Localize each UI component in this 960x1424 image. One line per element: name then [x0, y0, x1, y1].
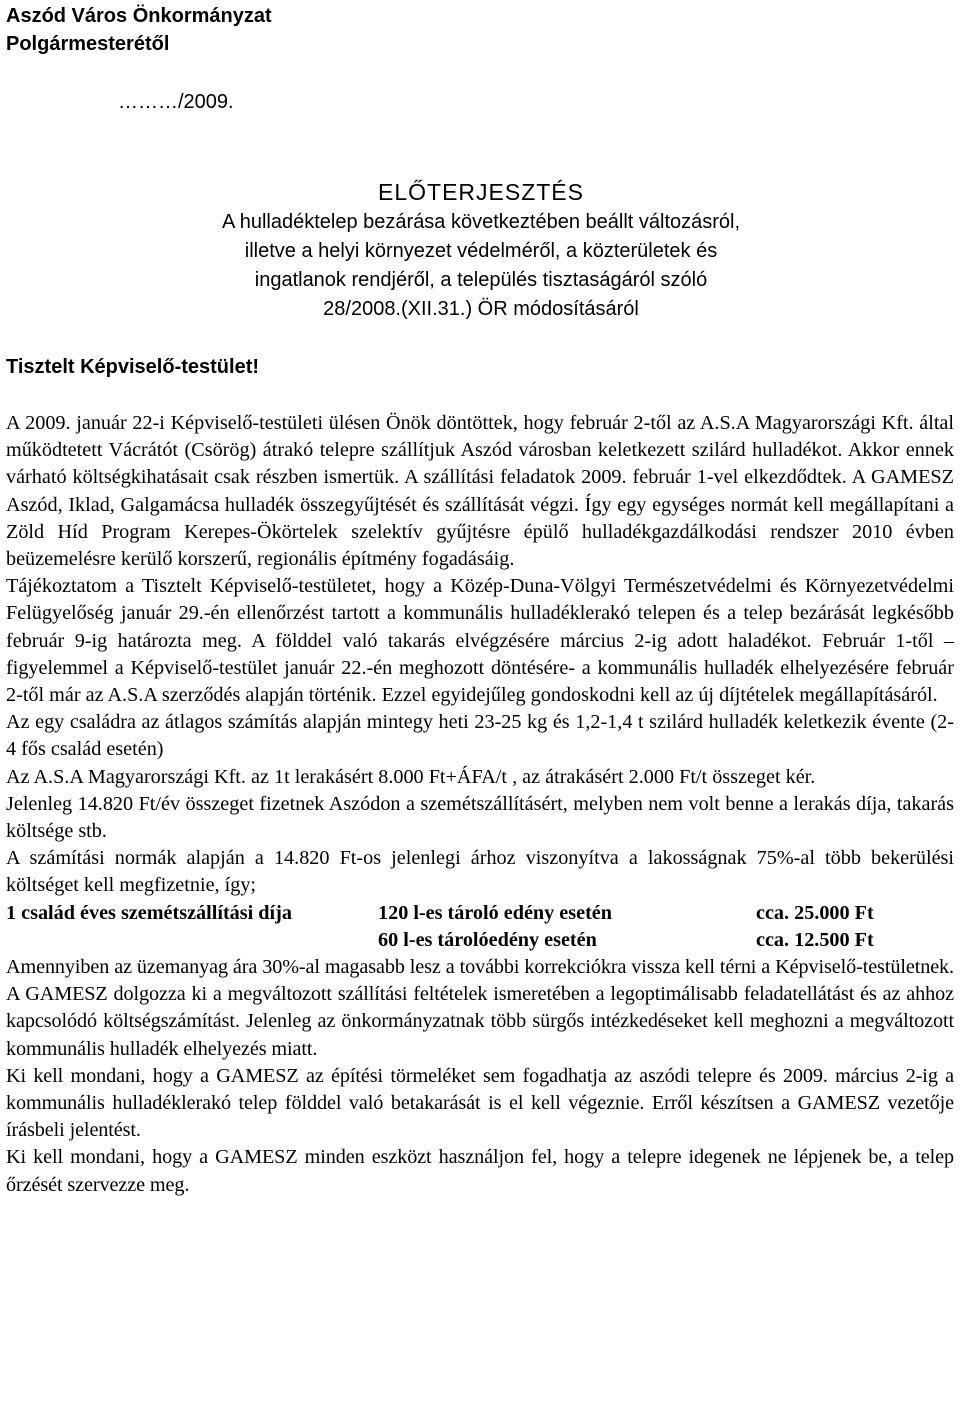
paragraph-5: Jelenleg 14.820 Ft/év összeget fizetnek Aszódon a szemétszállításért, melyben nem volt benne a lerakás díja, takarás költsége stb. — [6, 792, 954, 843]
closing-paragraph-1: Amennyiben az üzemanyag ára 30%-al magasabb lesz a további korrekciókra vissza kell térni a Képviselő-testületnek. A GAMESZ dolgozza ki a megváltozott szállítási feltételek ismeretében a legoptimálisabb feladatellátást és az ahhoz kapcsolódó költségszámítást. Jelenleg az önkormányzatnak több sürgős intézkedéseket kell meghozni a megváltozott kommunális hulladék elhelyezés miatt. — [6, 956, 954, 1060]
paragraph-3: Az egy családra az átlagos számítás alapján mintegy heti 23-25 kg és 1,2-1,4 t szilárd hulladék keletkezik évente (2-4 fős család esetén) — [6, 711, 954, 761]
fee-container-120: 120 l-es tároló edény esetén — [378, 901, 612, 924]
closing-paragraph-3: Ki kell mondani, hogy a GAMESZ minden eszközt használjon fel, hogy a telepre idegenek ne lépjenek be, a telep őrzését szervezze meg. — [6, 1146, 954, 1196]
fee-label-spacer — [6, 927, 378, 954]
closing-paragraph-2: Ki kell mondani, hogy a GAMESZ az építési törmeléket sem fogadhatja az aszódi telepre és 2009. március 2-ig a kommunális hulladéklerakó telep földdel való betakarását is el kell végeznie. Erről készítsen a GAMESZ vezetője írásbeli jelentést. — [6, 1064, 954, 1142]
paragraph-6: A számítási normák alapján a 14.820 Ft-os jelenlegi árhoz viszonyítva a lakosságnak 75%-al több bekerülési költséget kell megfizetnie, így; — [6, 847, 954, 897]
sender-block — [6, 2, 272, 58]
fee-table — [6, 900, 954, 954]
fee-amount-120: cca. 25.000 Ft — [756, 901, 874, 924]
paragraph-4: Az A.S.A Magyarországi Kft. az 1t lerakásért 8.000 Ft+ÁFA/t , az átrakásért 2.000 Ft/t összeget kér. — [6, 765, 816, 788]
subject-line-4: 28/2008.(XII.31.) ÖR módosításáról — [323, 298, 639, 320]
salutation: Tisztelt Képviselő-testület! — [6, 356, 260, 378]
fee-amount-60: cca. 12.500 Ft — [756, 928, 874, 951]
sender-line-2: Polgármesterétől — [6, 33, 170, 55]
body-text — [6, 410, 954, 1199]
reference-number: ………/2009. — [118, 91, 234, 113]
paragraph-1: A 2009. január 22-i Képviselő-testületi ülésen Önök döntöttek, hogy február 2-től az A.S.A Magyarországi Kft. által működtetett Vácrátót (Csörög) átrakó telepre szállítjuk Aszód városban keletkezett szilárd hulladékot. Akkor ennek várható költségkihatásait csak részben ismertük. A szállítási feladatok 2009. február 1-vel elkezdődtek. A GAMESZ Aszód, Iklad, Galgamácsa hulladék összegyűjtését és szállítását végzi. Így egy egységes normát kell megállapítani a Zöld Híd Program Kerepes-Ökörtelek szelektív gyűjtésre épülő hulladékgazdálkodási rendszer 2010 évben beüzemelésre kerülő korszerű, regionális építmény fogadásáig. — [6, 412, 954, 571]
fee-label: 1 család éves szemétszállítási díja — [6, 901, 292, 924]
title-block — [180, 176, 782, 324]
subject-line-3: ingatlanok rendjéről, a település tisztaságáról szóló — [254, 269, 708, 291]
paragraph-2: Tájékoztatom a Tisztelt Képviselő-testületet, hogy a Közép-Duna-Völgyi Természetvédelmi és Környezetvédelmi Felügyelőség január 29.-én ellenőrzést tartott a kommunális hulladéklerakó telepen és a telep bezárását legkésőbb február 9-ig határozta meg. A földdel való takarás elvégzésére március 2-ig adott haladékot. Február 1-től –figyelemmel a Képviselő-testület január 22.-én meghozott döntésére- a kommunális hulladék elhelyezésére február 2-től már az A.S.A szerződés alapján történik. Ezzel egyidejűleg gondoskodni kell az új díjtételek megállapításáról. — [6, 575, 954, 707]
fee-container-60: 60 l-es tárolóedény esetén — [378, 928, 597, 951]
document-title: ELŐTERJESZTÉS — [378, 179, 584, 205]
sender-line-1: Aszód Város Önkormányzat — [6, 5, 272, 27]
subject-line-1: A hulladéktelep bezárása következtében beállt változásról, — [221, 211, 741, 233]
subject-line-2: illetve a helyi környezet védelméről, a közterületek és — [244, 240, 718, 262]
